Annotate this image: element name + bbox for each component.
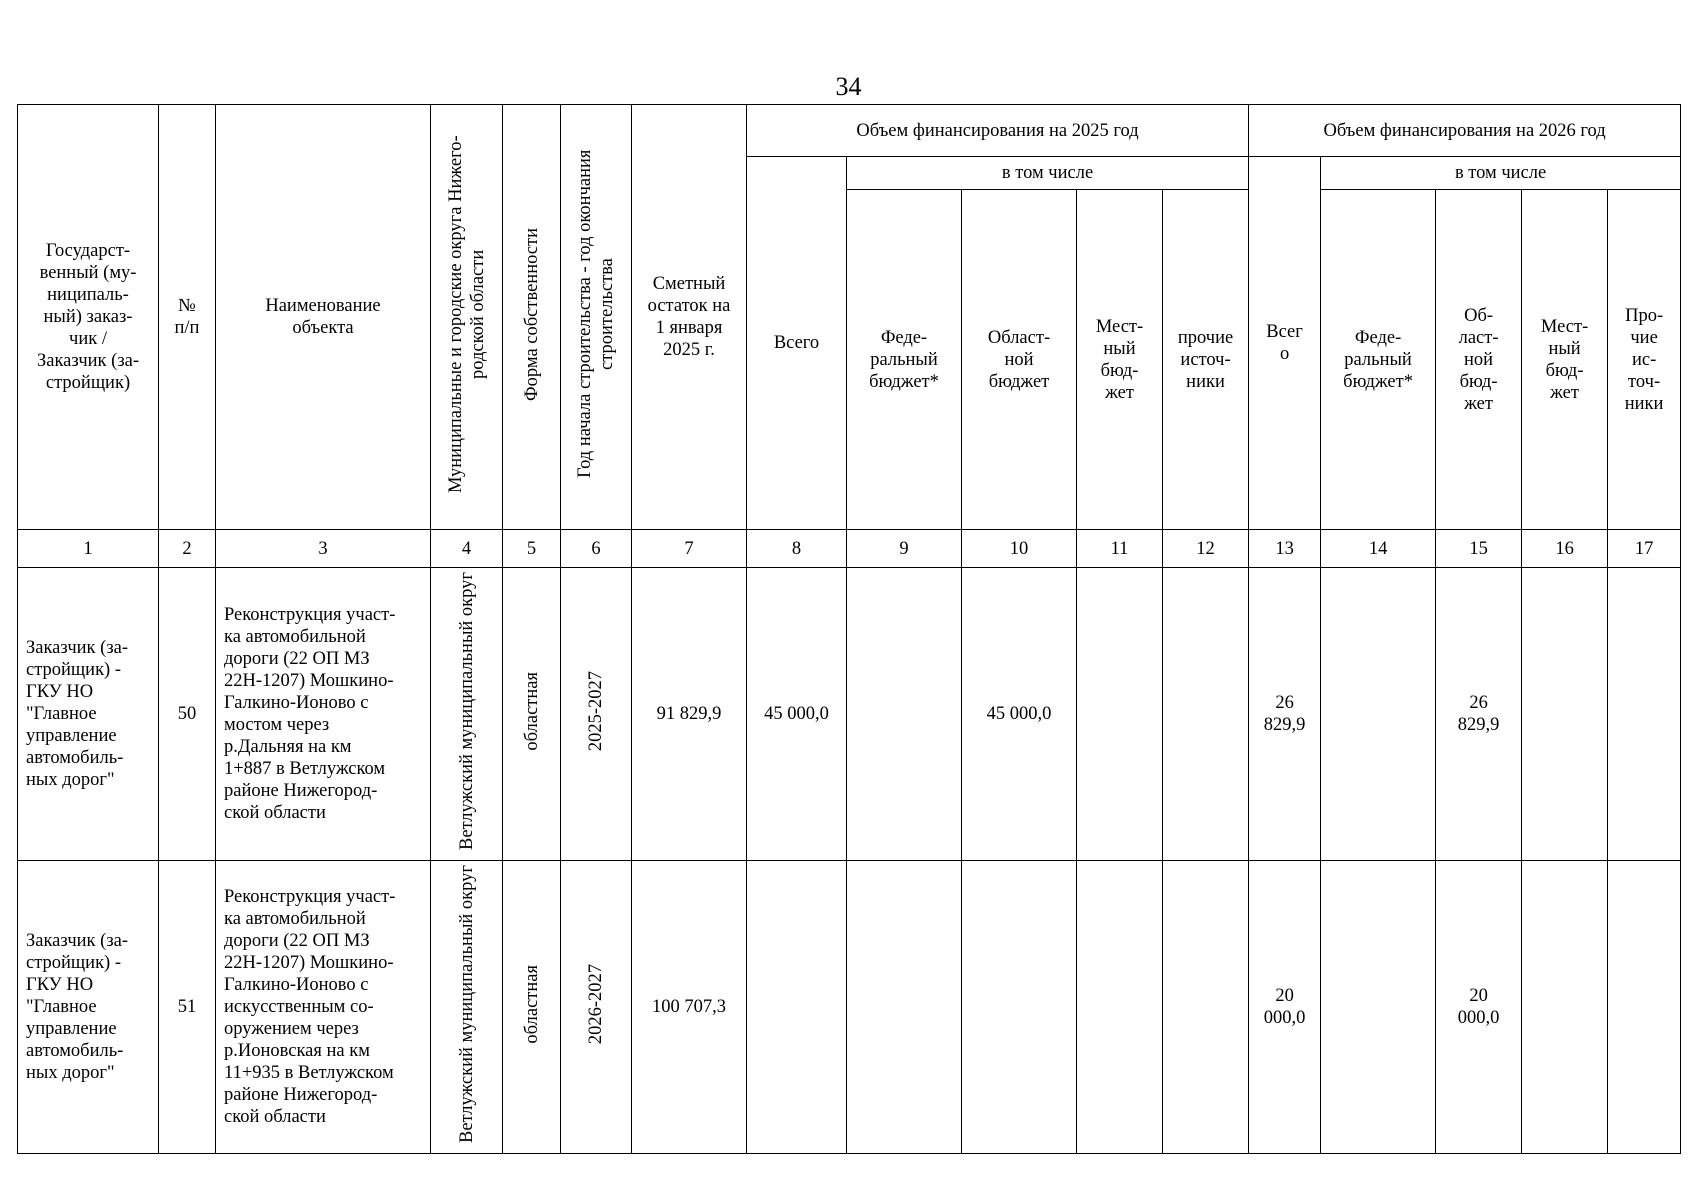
column-number: 16	[1522, 530, 1608, 568]
header-local-2026: Мест- ный бюд- жет	[1522, 190, 1608, 530]
cell-local-2026	[1522, 568, 1608, 861]
cell-years-text: 2025-2027	[586, 670, 606, 752]
cell-customer: Заказчик (за- стройщик) - ГКУ НО "Главное управление автомобиль- ных дорог"	[18, 860, 159, 1153]
column-number: 5	[503, 530, 561, 568]
column-number: 14	[1321, 530, 1436, 568]
column-number: 6	[561, 530, 632, 568]
column-number: 9	[847, 530, 962, 568]
cell-local-2026	[1522, 860, 1608, 1153]
cell-ownership	[503, 860, 561, 1153]
cell-estimate: 91 829,9	[632, 568, 747, 861]
table-row	[18, 860, 1681, 1153]
cell-years	[561, 568, 632, 861]
column-number: 11	[1077, 530, 1163, 568]
header-regional-2025: Област- ной бюджет	[962, 190, 1077, 530]
cell-number: 51	[159, 860, 216, 1153]
header-district-text: Муниципальные и городские округа Нижего- родской области	[445, 135, 488, 493]
cell-number: 50	[159, 568, 216, 861]
header-other-2025: прочие источ- ники	[1163, 190, 1249, 530]
header-local-2025: Мест- ный бюд- жет	[1077, 190, 1163, 530]
header-district	[431, 105, 503, 530]
cell-years-text: 2026-2027	[586, 963, 606, 1044]
cell-object-name: Реконструкция участ- ка автомобильной дороги (22 ОП МЗ 22Н-1207) Мошкино- Галкино-Ионово с мостом через р.Дальняя на км 1+887 в Ветлужском районе Нижегород- ской области	[216, 568, 431, 861]
financing-table	[17, 104, 1681, 1154]
cell-federal-2025	[847, 860, 962, 1153]
header-row-1	[18, 105, 1681, 157]
header-estimate: Сметный остаток на 1 января 2025 г.	[632, 105, 747, 530]
cell-other-2025	[1163, 568, 1249, 861]
header-total-2025: Всего	[747, 157, 847, 530]
cell-customer: Заказчик (за- стройщик) - ГКУ НО "Главное управление автомобиль- ных дорог"	[18, 568, 159, 861]
cell-regional-2026: 26 829,9	[1436, 568, 1522, 861]
cell-local-2025	[1077, 860, 1163, 1153]
header-financing-2025: Объем финансирования на 2025 год	[747, 105, 1249, 157]
cell-district-text: Ветлужский муниципальный округ	[456, 864, 477, 1143]
header-federal-2025: Феде- ральный бюджет*	[847, 190, 962, 530]
column-number: 12	[1163, 530, 1249, 568]
cell-other-2025	[1163, 860, 1249, 1153]
cell-ownership-text: областная	[521, 671, 542, 751]
cell-district	[431, 568, 503, 861]
cell-years	[561, 860, 632, 1153]
page-number: 34	[835, 72, 862, 101]
column-number: 13	[1249, 530, 1321, 568]
column-number: 3	[216, 530, 431, 568]
cell-ownership-text: областная	[521, 964, 542, 1044]
column-number: 15	[1436, 530, 1522, 568]
cell-total-2026: 20 000,0	[1249, 860, 1321, 1153]
cell-federal-2026	[1321, 860, 1436, 1153]
column-number: 8	[747, 530, 847, 568]
header-years-text: Год начала строительства - год окончания строительства	[575, 149, 617, 479]
cell-ownership	[503, 568, 561, 861]
header-other-2026: Про- чие ис- точ- ники	[1608, 190, 1681, 530]
header-federal-2026: Феде- ральный бюджет*	[1321, 190, 1436, 530]
header-ownership-text: Форма собственности	[521, 227, 542, 401]
cell-total-2025	[747, 860, 847, 1153]
cell-local-2025	[1077, 568, 1163, 861]
table-row	[18, 568, 1681, 861]
header-object-name: Наименование объекта	[216, 105, 431, 530]
header-customer: Государст- венный (му- ниципаль- ный) заказ- чик / Заказчик (за- стройщик)	[18, 105, 159, 530]
header-total-2026: Всег о	[1249, 157, 1321, 530]
column-number: 17	[1608, 530, 1681, 568]
header-financing-2026: Объем финансирования на 2026 год	[1249, 105, 1681, 157]
cell-object-name: Реконструкция участ- ка автомобильной дороги (22 ОП МЗ 22Н-1207) Мошкино- Галкино-Ионово с искусственным со- оружением через р.Ионовская на км 11+935 в Ветлужском районе Нижегород- ской области	[216, 860, 431, 1153]
cell-regional-2026: 20 000,0	[1436, 860, 1522, 1153]
header-ownership	[503, 105, 561, 530]
header-regional-2026: Об- ласт- ной бюд- жет	[1436, 190, 1522, 530]
cell-total-2025: 45 000,0	[747, 568, 847, 861]
header-including-2026: в том числе	[1321, 157, 1681, 190]
cell-regional-2025: 45 000,0	[962, 568, 1077, 861]
column-number: 1	[18, 530, 159, 568]
cell-federal-2026	[1321, 568, 1436, 861]
cell-other-2026	[1608, 568, 1681, 861]
cell-district-text: Ветлужский муниципальный округ	[456, 572, 477, 850]
column-number-row	[18, 530, 1681, 568]
cell-other-2026	[1608, 860, 1681, 1153]
header-years	[561, 105, 632, 530]
header-number: № п/п	[159, 105, 216, 530]
cell-district	[431, 860, 503, 1153]
column-number: 4	[431, 530, 503, 568]
column-number: 10	[962, 530, 1077, 568]
cell-federal-2025	[847, 568, 962, 861]
column-number: 2	[159, 530, 216, 568]
cell-estimate: 100 707,3	[632, 860, 747, 1153]
cell-regional-2025	[962, 860, 1077, 1153]
header-including-2025: в том числе	[847, 157, 1249, 190]
cell-total-2026: 26 829,9	[1249, 568, 1321, 861]
column-number: 7	[632, 530, 747, 568]
